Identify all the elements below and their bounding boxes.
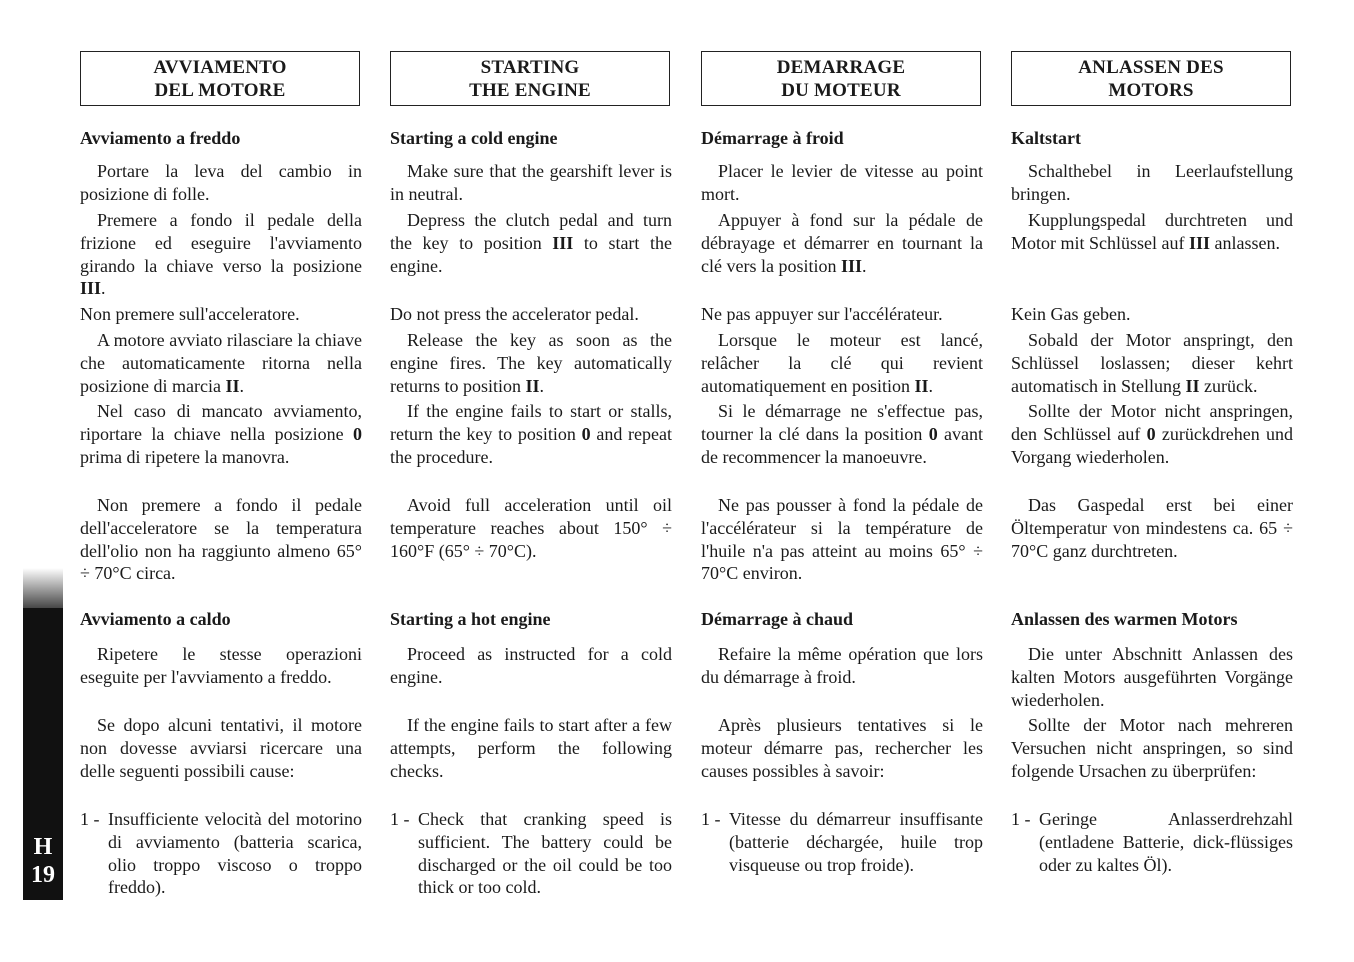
cold-start-title: Avviamento a freddo: [80, 128, 241, 148]
list-item-text: Geringe Anlasserdrehzahl (entladene Batterie, dick-flüssiges oder zu kaltes Öl).: [1039, 809, 1293, 875]
list-item: [1011, 808, 1293, 876]
key-position-2: II: [914, 375, 929, 396]
key-position-3: III: [80, 278, 102, 299]
paragraph-hot-procedure: Ripetere le stesse operazioni eseguite per l'avviamento a freddo.: [80, 644, 362, 687]
paragraph-hot-procedure: Die unter Abschnitt Anlassen des kalten Motors ausgeführten Vorgänge wiederholen.: [1011, 644, 1293, 710]
paragraph-clutch-key: Kupplungspedal durchtreten und Motor mit Schlüssel auf III anlassen.: [1011, 210, 1293, 253]
heading-line-2: THE ENGINE: [469, 79, 591, 101]
list-item-text: Check that cranking speed is sufficient. The battery could be discharged or the oil could be too thick or too cold.: [418, 809, 672, 898]
paragraph-retry: Sollte der Motor nicht anspringen, den Schlüssel auf 0 zurückdrehen und Vorgang wiederholen.: [1011, 401, 1293, 467]
list-item-number: 1 -: [390, 809, 410, 829]
list-item: [390, 808, 672, 899]
cold-start-title: Démarrage à froid: [701, 128, 844, 148]
key-position-0: 0: [928, 423, 938, 444]
paragraph-release-key: A motore avviato rilasciare la chiave che automaticamente ritorna nella posizione di marcia II.: [80, 330, 362, 396]
key-position-0: 0: [581, 423, 591, 444]
heading-line-1: STARTING: [480, 56, 580, 78]
paragraph-neutral: Placer le levier de vitesse au point mort.: [701, 161, 983, 204]
key-position-2: II: [225, 375, 240, 396]
section-heading-box: [390, 51, 670, 106]
key-position-0: 0: [353, 423, 362, 444]
list-item-number: 1 -: [701, 809, 721, 829]
paragraph-hot-procedure: Refaire la même opération que lors du démarrage à froid.: [701, 644, 983, 687]
paragraph-release-key: Lorsque le moteur est lancé, relâcher la clé qui revient automatiquement en position II.: [701, 330, 983, 396]
section-heading-box: [701, 51, 981, 106]
paragraph-possible-causes: Se dopo alcuni tentativi, il motore non dovesse avviarsi ricercare una delle seguenti possibili cause:: [80, 715, 362, 781]
hot-start-title: Démarrage à chaud: [701, 609, 853, 629]
cold-start-title: Starting a cold engine: [390, 128, 558, 148]
heading-line-2: DEL MOTORE: [154, 79, 286, 101]
list-item-text: Vitesse du démarreur insuffisante (batterie déchargée, huile trop visqueuse ou trop froide).: [729, 809, 983, 875]
list-item-number: 1 -: [1011, 809, 1031, 829]
key-position-3: III: [840, 255, 862, 276]
paragraph-possible-causes: Sollte der Motor nach mehreren Versuchen nicht anspringen, so sind folgende Ursachen zu überprüfen:: [1011, 715, 1293, 781]
paragraph-no-accelerator: Non premere sull'acceleratore.: [80, 304, 300, 324]
paragraph-oil-temperature: Ne pas pousser à fond la pédale de l'accélérateur si la température de l'huile n'a pas atteint au moins 65° ÷ 70°C environ.: [701, 495, 983, 584]
page-number: 19: [31, 862, 55, 888]
paragraph-no-accelerator: Do not press the accelerator pedal.: [390, 304, 639, 324]
paragraph-clutch-key: Depress the clutch pedal and turn the key to position III to start the engine.: [390, 210, 672, 276]
heading-line-1: ANLASSEN DES: [1078, 56, 1224, 78]
list-item-text: Insufficiente velocità del motorino di avviamento (batteria scarica, olio troppo viscoso o troppo freddo).: [108, 809, 362, 898]
section-heading-box: [80, 51, 360, 106]
section-heading-box: [1011, 51, 1291, 106]
paragraph-retry: Si le démarrage ne s'effectue pas, tourner la clé dans la position 0 avant de recommencer la manoeuvre.: [701, 401, 983, 467]
paragraph-possible-causes: Après plusieurs tentatives si le moteur démarre pas, rechercher les causes possibles à savoir:: [701, 715, 983, 781]
paragraph-oil-temperature: Avoid full acceleration until oil temperature reaches about 150° ÷ 160°F (65° ÷ 70°C).: [390, 495, 672, 561]
key-position-2: II: [525, 375, 540, 396]
paragraph-retry: Nel caso di mancato avviamento, riportare la chiave nella posizione 0 prima di ripetere la manovra.: [80, 401, 362, 467]
list-item: [701, 808, 983, 876]
key-position-0: 0: [1146, 423, 1156, 444]
paragraph-possible-causes: If the engine fails to start after a few attempts, perform the following checks.: [390, 715, 672, 781]
heading-line-1: DEMARRAGE: [776, 56, 906, 78]
heading-line-1: AVVIAMENTO: [153, 56, 287, 78]
cold-start-title: Kaltstart: [1011, 128, 1081, 148]
heading-line-2: DU MOTEUR: [781, 79, 901, 101]
key-position-3: III: [552, 232, 574, 253]
key-position-3: III: [1189, 232, 1211, 253]
paragraph-hot-procedure: Proceed as instructed for a cold engine.: [390, 644, 672, 687]
page-tab: [23, 608, 63, 900]
list-item: [80, 808, 362, 899]
hot-start-title: Avviamento a caldo: [80, 609, 231, 629]
key-position-2: II: [1185, 375, 1200, 396]
paragraph-oil-temperature: Das Gaspedal erst bei einer Öltemperatur von mindestens ca. 65 ÷ 70°C ganz durchtreten.: [1011, 495, 1293, 561]
paragraph-clutch-key: Premere a fondo il pedale della frizione ed eseguire l'avviamento girando la chiave verso la posizione III.: [80, 210, 362, 299]
paragraph-neutral: Make sure that the gearshift lever is in neutral.: [390, 161, 672, 204]
list-item-number: 1 -: [80, 809, 100, 829]
hot-start-title: Starting a hot engine: [390, 609, 551, 629]
page-tab-fade: [23, 568, 63, 612]
paragraph-oil-temperature: Non premere a fondo il pedale dell'acceleratore se la temperatura dell'olio non ha raggiunto almeno 65° ÷ 70°C circa.: [80, 495, 362, 584]
paragraph-release-key: Release the key as soon as the engine fires. The key automatically returns to position II.: [390, 330, 672, 396]
hot-start-title: Anlassen des warmen Motors: [1011, 609, 1238, 629]
section-letter: H: [33, 834, 53, 860]
paragraph-neutral: Schalthebel in Leerlaufstellung bringen.: [1011, 161, 1293, 204]
paragraph-neutral: Portare la leva del cambio in posizione di folle.: [80, 161, 362, 204]
paragraph-clutch-key: Appuyer à fond sur la pédale de débrayage et démarrer en tournant la clé vers la position III.: [701, 210, 983, 276]
paragraph-no-accelerator: Ne pas appuyer sur l'accélérateur.: [701, 304, 943, 324]
paragraph-retry: If the engine fails to start or stalls, return the key to position 0 and repeat the procedure.: [390, 401, 673, 467]
paragraph-release-key: Sobald der Motor anspringt, den Schlüssel loslassen; dieser kehrt automatisch in Stellung II zurück.: [1011, 330, 1293, 396]
heading-line-2: MOTORS: [1108, 79, 1194, 101]
paragraph-no-accelerator: Kein Gas geben.: [1011, 304, 1131, 324]
